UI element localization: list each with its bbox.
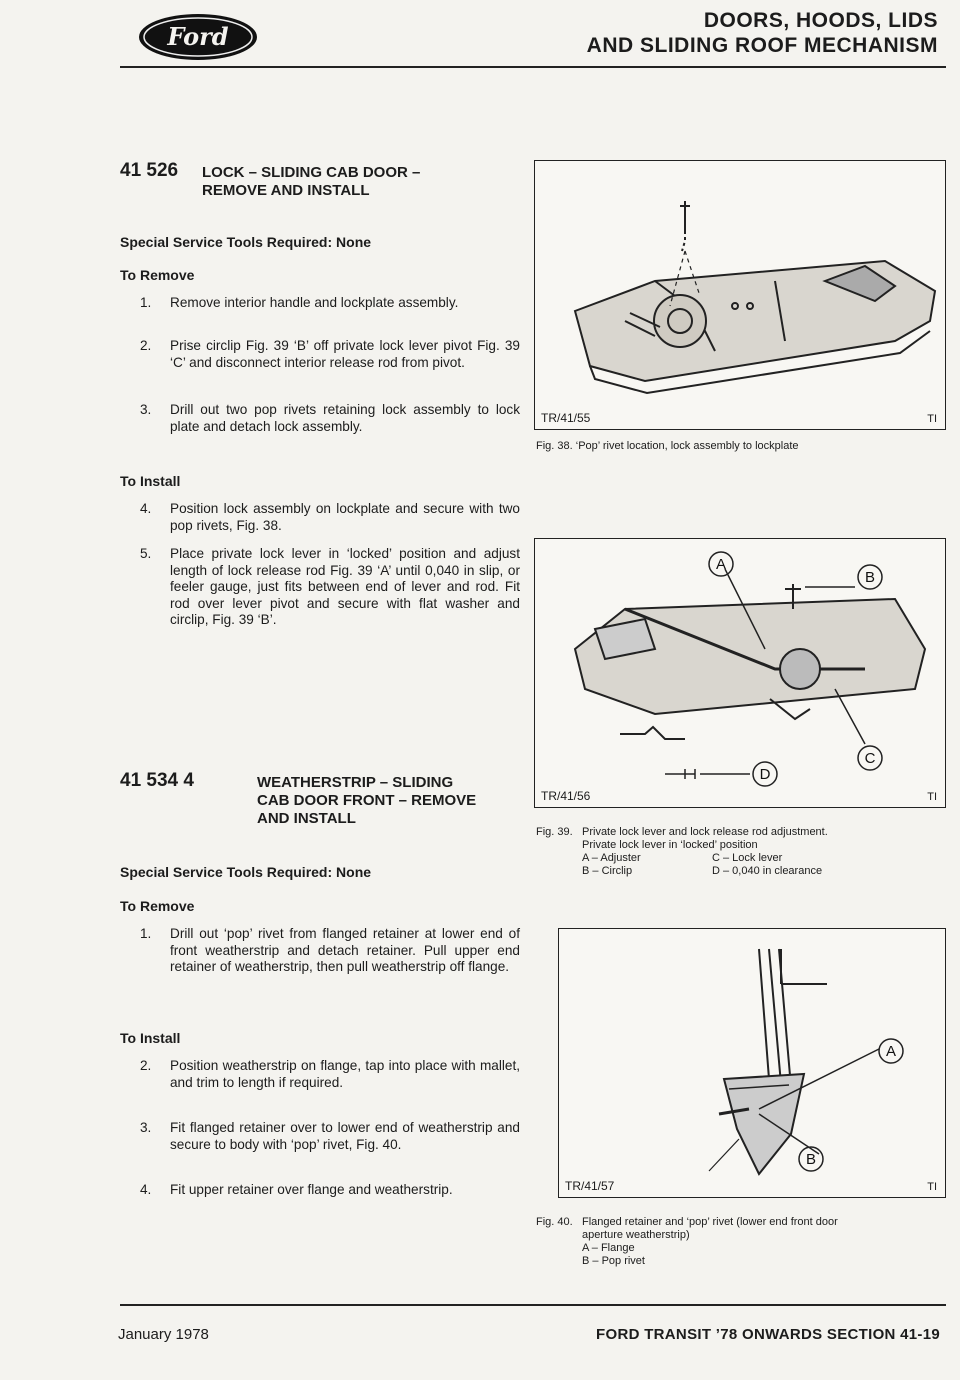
legend-item: B – Pop rivet xyxy=(582,1255,645,1267)
header-title-line2: AND SLIDING ROOF MECHANISM xyxy=(586,34,938,57)
section2-title-line3: AND INSTALL xyxy=(257,810,356,827)
section1-step-1 xyxy=(140,295,520,312)
step-text: Drill out two pop rivets retaining lock assembly to lock plate and detach lock assembly. xyxy=(170,402,520,434)
fig40-illustration xyxy=(558,928,946,1198)
fig39-legend xyxy=(582,852,946,878)
step-text: Prise circlip Fig. 39 ‘B’ off private lock lever pivot Fig. 39 ‘C’ and disconnect interior release rod from pivot. xyxy=(170,338,520,370)
legend-item: A – Adjuster xyxy=(582,852,641,864)
section1-number: 41 526 xyxy=(120,160,179,181)
step-number: 5. xyxy=(140,546,152,561)
callout-a: A xyxy=(715,556,727,573)
legend-item: D – 0,040 in clearance xyxy=(712,865,823,877)
callout-a: A xyxy=(885,1043,897,1060)
legend-item: C – Lock lever xyxy=(712,852,783,864)
fig39-illustration xyxy=(534,538,946,808)
section2-title-line2: CAB DOOR FRONT – REMOVE xyxy=(257,792,477,809)
section1-remove-heading: To Remove xyxy=(120,267,195,283)
fig40-number: Fig. 40. xyxy=(536,1216,573,1228)
step-number: 1. xyxy=(140,926,152,941)
step-text: Drill out ‘pop’ rivet from flanged retainer at lower end of front weatherstrip and detach retainer. Pull upper end retainer of weatherstrip, then pull weatherstrip off flange. xyxy=(170,926,520,974)
fig38-illustration xyxy=(534,160,946,430)
section2-step-1 xyxy=(140,926,520,976)
legend-item: B – Circlip xyxy=(582,865,633,877)
fig40-caption xyxy=(536,1216,946,1268)
section1-step-5 xyxy=(140,546,520,629)
step-text: Remove interior handle and lockplate assembly. xyxy=(170,295,459,310)
footer-rule xyxy=(120,1304,946,1306)
callout-d: D xyxy=(759,766,771,783)
callout-b: B xyxy=(864,569,876,586)
fig40-reference: TR/41/57 xyxy=(565,1179,615,1193)
section2-step-2 xyxy=(140,1058,520,1091)
step-number: 4. xyxy=(140,501,152,516)
section1-tools: Special Service Tools Required: None xyxy=(120,234,372,250)
section2-remove-heading: To Remove xyxy=(120,898,195,914)
fig40-ti-mark: TI xyxy=(927,1181,937,1193)
step-number: 1. xyxy=(140,295,152,310)
fig38-caption-text: ‘Pop’ rivet location, lock assembly to lockplate xyxy=(575,440,799,452)
weatherstrip-drawing xyxy=(559,929,945,1197)
section1-heading xyxy=(120,160,520,200)
section1-step-3 xyxy=(140,402,520,435)
section1-step-4 xyxy=(140,501,520,534)
footer-date: January 1978 xyxy=(118,1326,209,1343)
fig40-caption-line2: aperture weatherstrip) xyxy=(582,1229,690,1241)
footer-section-title: FORD TRANSIT ’78 ONWARDS SECTION 41-19 xyxy=(596,1326,940,1343)
lockplate-drawing xyxy=(535,161,945,429)
callout-b: B xyxy=(805,1151,817,1168)
fig38-ti-mark: TI xyxy=(927,413,937,425)
fig38-caption xyxy=(536,440,946,453)
section2-title-line1: WEATHERSTRIP – SLIDING xyxy=(257,774,454,791)
section2-number: 41 534 4 xyxy=(120,770,194,791)
step-text: Position lock assembly on lockplate and secure with two pop rivets, Fig. 38. xyxy=(170,501,520,533)
section1-step-2 xyxy=(140,338,520,371)
fig39-caption-line2: Private lock lever in ‘locked’ position xyxy=(582,839,758,851)
legend-item: A – Flange xyxy=(582,1242,635,1254)
section2-install-heading: To Install xyxy=(120,1030,181,1046)
ford-logo xyxy=(137,12,259,62)
header-rule xyxy=(120,66,946,68)
section2-step-3 xyxy=(140,1120,520,1153)
step-number: 2. xyxy=(140,1058,152,1073)
lock-release-drawing xyxy=(535,539,945,807)
header-title-line1: DOORS, HOODS, LIDS xyxy=(703,9,938,32)
step-text: Fit upper retainer over flange and weatherstrip. xyxy=(170,1182,453,1197)
fig38-reference: TR/41/55 xyxy=(541,411,591,425)
fig39-caption xyxy=(536,826,946,878)
step-number: 2. xyxy=(140,338,152,353)
fig39-caption-line1: Private lock lever and lock release rod adjustment. xyxy=(582,826,828,838)
section1-title xyxy=(202,164,420,200)
fig39-ti-mark: TI xyxy=(927,791,937,803)
section2-title xyxy=(257,774,476,828)
logo-text: Ford xyxy=(167,22,229,51)
callout-c: C xyxy=(864,750,876,767)
fig40-caption-line1: Flanged retainer and ‘pop’ rivet (lower end front door xyxy=(582,1216,838,1228)
fig39-reference: TR/41/56 xyxy=(541,789,591,803)
section2-heading xyxy=(120,770,530,830)
step-text: Fit flanged retainer over to lower end of weatherstrip and secure to body with ‘pop’ rivet, Fig. 40. xyxy=(170,1120,520,1152)
step-number: 4. xyxy=(140,1182,152,1197)
section2-tools: Special Service Tools Required: None xyxy=(120,864,372,880)
step-text: Position weatherstrip on flange, tap into place with mallet, and trim to length if required. xyxy=(170,1058,520,1090)
step-number: 3. xyxy=(140,1120,152,1135)
section2-step-4 xyxy=(140,1182,520,1199)
page-header-title xyxy=(587,8,938,58)
section1-title-line1: LOCK – SLIDING CAB DOOR – xyxy=(202,164,421,181)
section1-install-heading: To Install xyxy=(120,473,181,489)
section1-title-line2: REMOVE AND INSTALL xyxy=(202,182,370,199)
step-text: Place private lock lever in ‘locked’ position and adjust length of lock release rod Fig. 39 ‘A’ until 0,040 in slip, or feeler gauge, just fits between end of lever and rod. Fit rod over lever pivot and secure with flat washer and circlip, Fig. 39 ‘B’. xyxy=(170,546,520,627)
fig38-number: Fig. 38. xyxy=(536,440,573,452)
fig39-number: Fig. 39. xyxy=(536,826,573,838)
step-number: 3. xyxy=(140,402,152,417)
